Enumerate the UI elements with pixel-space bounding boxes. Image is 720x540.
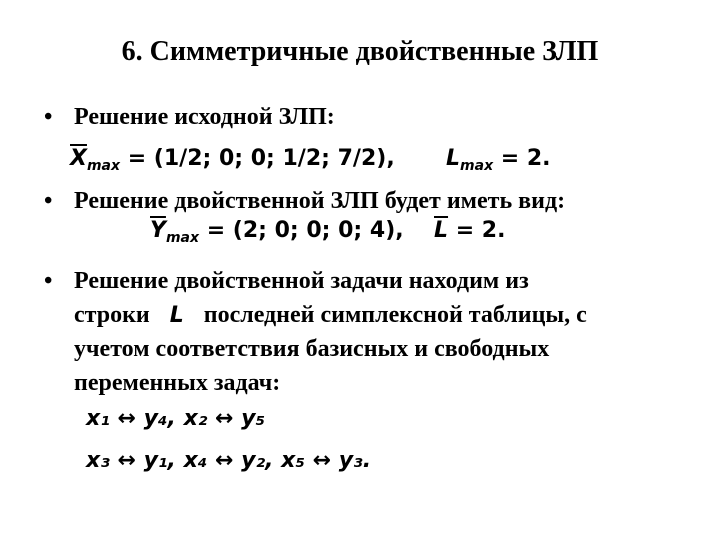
formula-l-max <box>446 146 551 174</box>
formula-l-bar <box>434 218 505 243</box>
bullet-text-line-3: учетом соответствия базисных и свободных <box>74 336 550 362</box>
bullet-original-solution <box>44 100 335 134</box>
row-word: строки <box>74 302 150 328</box>
l-bar-variable: $\overline{L}$ <box>434 218 449 243</box>
x-max-variable: $\overline{X}$ <box>70 146 87 171</box>
bullet-text-line-1: Решение двойственной задачи находим из <box>74 268 529 294</box>
l-bar-value: = 2. <box>455 218 506 243</box>
x-max-value: = (1/2; 0; 0; 1/2; 7/2), <box>127 146 395 171</box>
bullet-text: Решение двойственной ЗЛП будет иметь вид: <box>74 188 566 214</box>
l-max-value: = 2. <box>500 146 551 171</box>
y-max-value: = (2; 0; 0; 0; 4), <box>206 218 404 243</box>
row-word-rest: последней симплексной таблицы, с <box>203 302 587 328</box>
row-variable-l: L <box>169 303 184 328</box>
bullet-dual-task <box>44 264 529 298</box>
x-max-subscript: max <box>86 158 121 174</box>
y-max-variable: $\overline{Y}$ <box>150 218 166 243</box>
formula-x-max <box>70 146 395 174</box>
l-max-subscript: max <box>460 158 494 174</box>
correspondence-line-1: x₁ ↔ y₄, x₂ ↔ y₅ <box>86 406 266 431</box>
bullet-dual-solution <box>44 184 565 218</box>
bullet-marker: • <box>44 188 53 214</box>
y-max-subscript: max <box>165 230 200 246</box>
bullet-text-line-2 <box>74 298 587 333</box>
bullet-text: Решение исходной ЗЛП: <box>74 104 335 130</box>
formula-y-max <box>150 218 404 246</box>
bullet-marker: • <box>44 104 53 130</box>
bullet-text-line-4: переменных задач: <box>74 370 281 396</box>
bullet-marker: • <box>44 268 53 294</box>
slide-title: 6. Симметричные двойственные ЗЛП <box>121 36 599 67</box>
correspondence-line-2: x₃ ↔ y₁, x₄ ↔ y₂, x₅ ↔ y₃. <box>86 448 372 473</box>
l-max-variable: L <box>446 146 461 171</box>
